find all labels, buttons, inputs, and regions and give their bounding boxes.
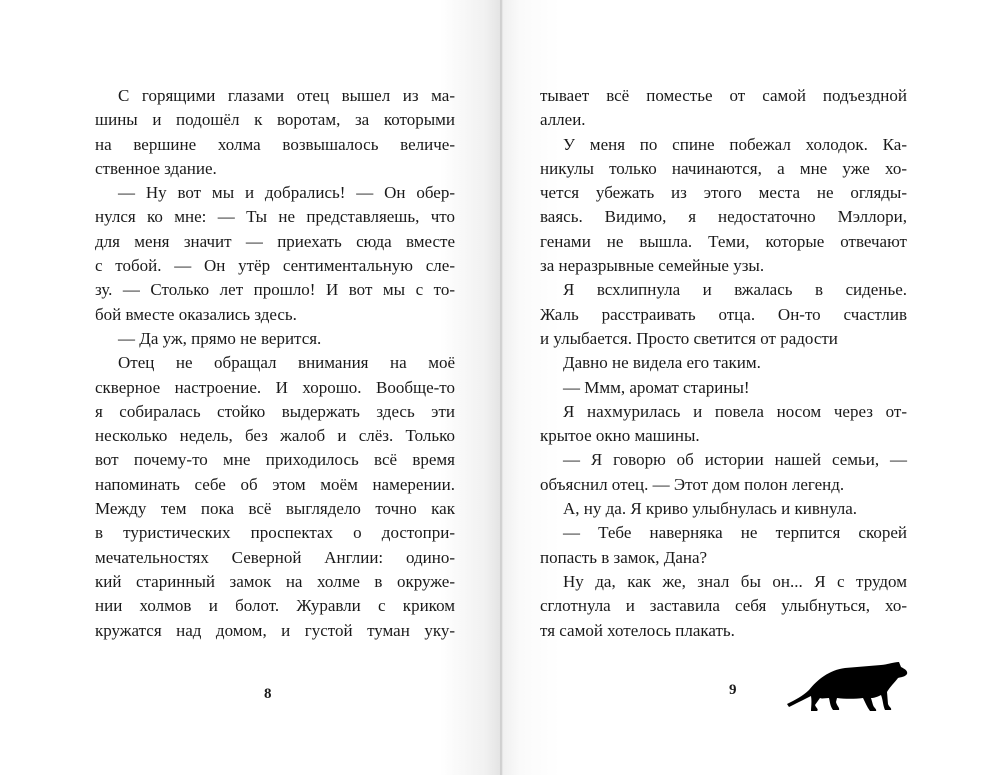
text-line: У меня по спине побежал холодок. Ка- xyxy=(563,134,907,154)
text-line: и улыбается. Просто светится от радости xyxy=(540,328,838,348)
text-line: напоминать себе об этом моём намерении. xyxy=(95,474,455,494)
left-page xyxy=(0,0,500,775)
text-line: генами не вышла. Теми, которые отвечают xyxy=(540,231,907,251)
text-line: зу. — Столько лет прошло! И вот мы с то- xyxy=(95,280,455,300)
cat-silhouette-icon xyxy=(785,662,910,717)
page-number: 9 xyxy=(729,682,737,698)
text-line: шины и подошёл к воротам, за которыми xyxy=(95,110,455,130)
page-number: 8 xyxy=(264,686,272,702)
text-line: нулся ко мне: — Ты не представляешь, что xyxy=(95,207,455,227)
text-line: Я всхлипнула и вжалась в сиденье. xyxy=(563,280,907,300)
text-line: аллеи. xyxy=(540,110,586,130)
text-line: Отец не обращал внимания на моё xyxy=(118,353,455,373)
page-text xyxy=(540,84,907,643)
text-line: для меня значит — приехать сюда вместе xyxy=(95,231,455,251)
text-line: — Да уж, прямо не верится. xyxy=(118,328,322,348)
text-line: нии холмов и болот. Журавли с криком xyxy=(95,596,455,616)
text-line: крытое окно машины. xyxy=(540,426,700,446)
text-line: С горящими глазами отец вышел из ма- xyxy=(118,86,455,105)
text-line: Жаль расстраивать отца. Он-то счастлив xyxy=(540,304,907,324)
text-line: несколько недель, без жалоб и слёз. Только xyxy=(95,426,455,446)
text-line: — Тебе наверняка не терпится скорей xyxy=(563,523,907,543)
text-line: я собиралась стойко выдержать здесь эти xyxy=(95,401,455,421)
page-text xyxy=(95,84,455,643)
text-line: Между тем пока всё выглядело точно как xyxy=(95,499,455,519)
text-line: бой вместе оказались здесь. xyxy=(95,304,297,324)
text-line: вот почему-то мне приходилось всё время xyxy=(95,450,455,470)
text-line: скверное настроение. И хорошо. Вообще-то xyxy=(95,377,455,397)
text-line: в туристических проспектах о достопри- xyxy=(95,523,455,543)
text-line: тя самой хотелось плакать. xyxy=(540,620,735,640)
right-page xyxy=(500,0,1001,775)
text-line: за неразрывные семейные узы. xyxy=(540,256,765,276)
text-line: с тобой. — Он утёр сентиментальную сле- xyxy=(95,256,455,276)
text-line: мечательностях Северной Англии: одино- xyxy=(95,547,455,567)
text-line: — Ммм, аромат старины! xyxy=(563,377,750,397)
text-line: попасть в замок, Дана? xyxy=(540,547,708,567)
text-line: Давно не видела его таким. xyxy=(563,353,761,373)
text-line: кружатся над домом, и густой туман уку- xyxy=(95,620,455,640)
text-line: на вершине холма возвышалось величе- xyxy=(95,134,455,154)
text-line: объяснил отец. — Этот дом полон легенд. xyxy=(540,474,845,494)
text-line: сглотнула и заставила себя улыбнуться, хо- xyxy=(540,596,907,616)
text-line: А, ну да. Я криво улыбнулась и кивнула. xyxy=(563,499,858,519)
text-line: никулы только начинаются, а мне уже хо- xyxy=(540,158,907,178)
text-line: — Я говорю об истории нашей семьи, — xyxy=(563,450,907,470)
text-line: Я нахмурилась и повела носом через от- xyxy=(563,401,907,421)
text-line: Ну да, как же, знал бы он... Я с трудом xyxy=(563,571,907,591)
text-line: ственное здание. xyxy=(95,158,217,178)
text-line: чется убежать из этого места не огляды- xyxy=(540,183,907,203)
text-line: ваясь. Видимо, я недостаточно Мэллори, xyxy=(540,207,907,227)
text-line: тывает всё поместье от самой подъездной xyxy=(540,86,907,105)
text-line: кий старинный замок на холме в окруже- xyxy=(95,571,455,591)
text-line: — Ну вот мы и добрались! — Он обер- xyxy=(118,183,455,203)
